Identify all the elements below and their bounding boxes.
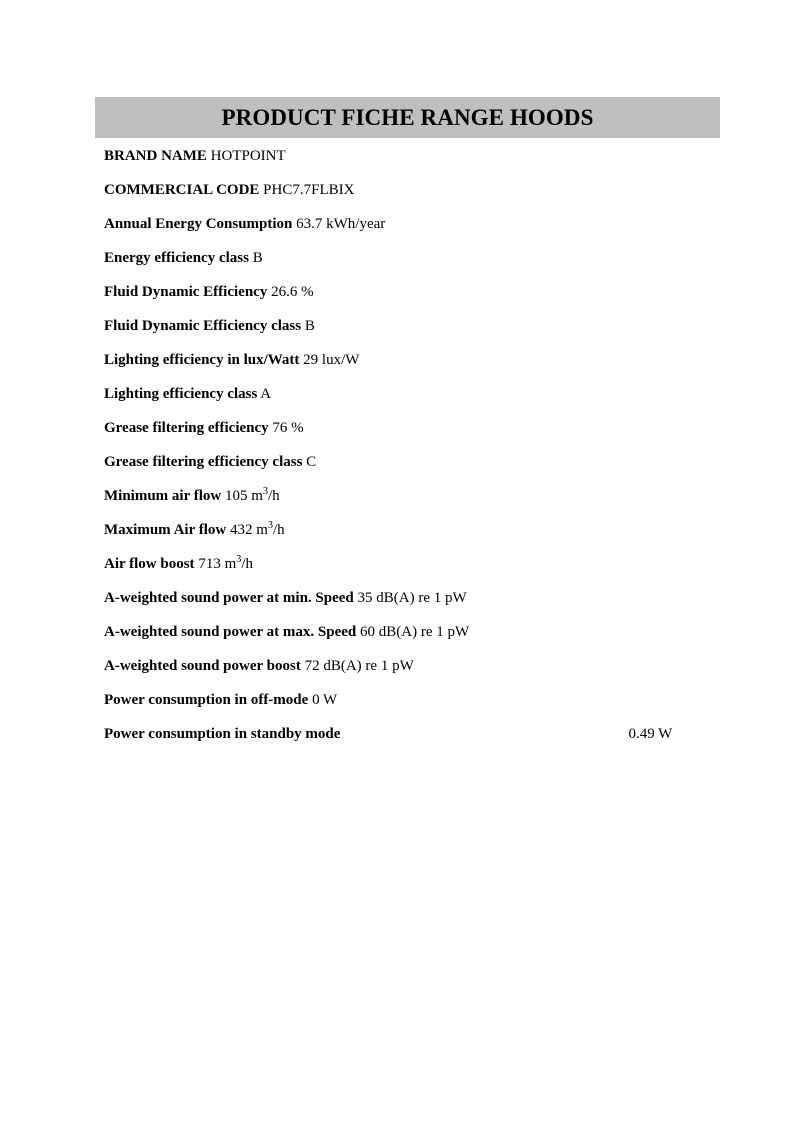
spec-value: 35 dB(A) re 1 pW — [357, 590, 467, 606]
spec-label: Maximum Air flow — [104, 522, 227, 538]
spec-label: A-weighted sound power at min. Speed — [104, 590, 354, 606]
spec-row — [104, 656, 744, 690]
spec-value: B — [252, 250, 263, 266]
spec-label: Grease filtering efficiency — [104, 420, 269, 436]
spec-value: PHC7.7FLBIX — [263, 182, 355, 198]
spec-value: 432 $m^3/h$ — [229, 520, 285, 538]
spec-row — [104, 350, 744, 384]
spec-value: HOTPOINT — [210, 148, 286, 164]
spec-row — [104, 452, 744, 486]
spec-label: Fluid Dynamic Efficiency class — [104, 318, 302, 334]
spec-label: COMMERCIAL CODE — [104, 182, 260, 198]
spec-row — [104, 248, 744, 282]
spec-row — [104, 418, 744, 452]
spec-label: Annual Energy Consumption — [104, 216, 293, 232]
spec-row — [104, 520, 744, 554]
spec-row — [104, 180, 744, 214]
spec-row — [104, 384, 744, 418]
document-title-band — [95, 97, 720, 138]
spec-label: BRAND NAME — [104, 148, 207, 164]
spec-row — [104, 554, 744, 588]
spec-value: 0 W — [312, 692, 338, 708]
spec-row — [104, 690, 744, 724]
spec-row — [104, 486, 744, 520]
spec-label: Energy efficiency class — [104, 250, 249, 266]
product-fiche-spec-list — [104, 146, 744, 758]
spec-value: 29 lux/W — [303, 352, 360, 368]
spec-value: 63.7 kWh/year — [296, 216, 386, 232]
spec-row: Power consumption in standby mode 0.49 W — [104, 726, 673, 742]
spec-label: A-weighted sound power boost — [104, 658, 301, 674]
spec-label: Air flow boost — [104, 556, 195, 572]
spec-label: Minimum air flow — [104, 488, 222, 504]
spec-value: 26.6 % — [271, 284, 314, 300]
spec-label: Fluid Dynamic Efficiency — [104, 284, 268, 300]
spec-value: A — [260, 386, 272, 402]
spec-label: Power consumption in standby mode — [104, 726, 341, 742]
spec-value: 105 $m^3/h$ — [224, 486, 280, 504]
spec-row — [104, 622, 744, 656]
spec-value: 713 $m^3/h$ — [198, 554, 253, 572]
spec-row — [104, 282, 744, 316]
spec-value: 72 dB(A) re 1 pW — [304, 658, 414, 674]
spec-label: Grease filtering efficiency class — [104, 454, 303, 470]
spec-label: Lighting efficiency in lux/Watt — [104, 352, 300, 368]
spec-value: 76 % — [272, 420, 304, 436]
spec-label: A-weighted sound power at max. Speed — [104, 624, 357, 640]
spec-label: Lighting efficiency class — [104, 386, 258, 402]
spec-label: Power consumption in off-mode — [104, 692, 309, 708]
spec-value: 60 dB(A) re 1 pW — [360, 624, 470, 640]
spec-value: C — [306, 454, 317, 470]
spec-value: B — [304, 318, 315, 334]
page-title: PRODUCT FICHE RANGE HOODS — [221, 105, 594, 130]
spec-row — [104, 214, 744, 248]
spec-row — [104, 146, 744, 180]
spec-row — [104, 316, 744, 350]
spec-row — [104, 588, 744, 622]
